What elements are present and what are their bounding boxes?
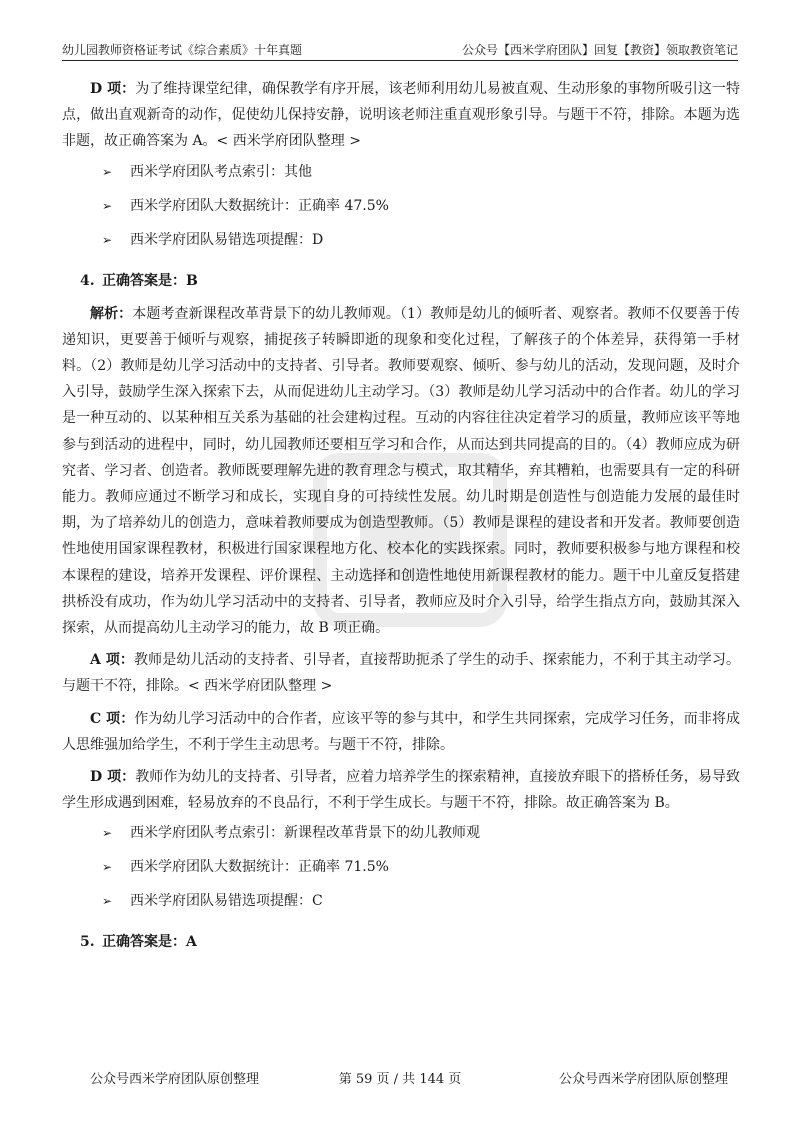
page-number: 第 59 页 / 共 144 页 <box>338 1072 462 1087</box>
option-text: 教师作为幼儿的支持者、引导者，应着力培养学生的探索精神，直接放弃眼下的搭桥任务，易导致学生形成遇到困难，轻易放弃的不良品行，不利于学生成长。与题干不符，排除。故正确答案为 B。 <box>62 769 741 812</box>
question-number: 4. <box>80 272 95 289</box>
arrow-bullet-icon: ➢ <box>102 232 113 247</box>
header-title: 幼儿园教师资格证考试《综合素质》十年真题 <box>62 43 303 57</box>
list-item-text: 西米学府团队考点索引：新课程改革背景下的幼儿教师观 <box>130 825 480 842</box>
option-text: 教师是幼儿活动的支持者、引导者，直接帮助扼杀了学生的动手、探索能力，不利于其主动学习。与题干不符，排除。< 西米学府团队整理 > <box>62 652 740 695</box>
question-5-answer <box>62 930 740 954</box>
option-text: 作为幼儿学习活动中的合作者，应该平等的参与其中，和学生共同探索，完成学习任务，而非将成人思维强加给学生，不利于学生主动思考。与题干不符，排除。 <box>62 710 740 753</box>
option-text: 为了维持课堂纪律，确保教学有序开展，该老师利用幼儿易被直观、生动形象的事物所吸引这一特点，做出直观新奇的动作，促使幼儿保持安静，说明该老师注重直观形象引导。与题干不符，排除。本题为选非题，故正确答案为 A。< 西米学府团队整理 > <box>62 81 741 150</box>
answer-label: 正确答案是：B <box>102 272 198 289</box>
header-promo: 公众号【西米学府团队】回复【教资】领取教资笔记 <box>461 43 738 57</box>
answer-label: 正确答案是：A <box>102 934 197 951</box>
list-item-text: 西米学府团队考点索引：其他 <box>130 163 312 180</box>
arrow-bullet-icon: ➢ <box>102 826 113 841</box>
option-label: A 项： <box>90 652 135 669</box>
question-4-option-a <box>62 647 740 699</box>
analysis-label: 解析： <box>90 305 133 322</box>
list-item <box>62 195 740 217</box>
list-item-text: 西米学府团队易错选项提醒：D <box>130 231 324 248</box>
question-4-option-d <box>62 764 740 816</box>
footer-right: 公众号西米学府团队原创整理 <box>558 1072 728 1087</box>
option-label: D 项： <box>90 769 136 786</box>
list-item <box>62 229 740 251</box>
list-item <box>62 161 740 183</box>
arrow-bullet-icon: ➢ <box>102 894 113 909</box>
list-item <box>62 890 740 912</box>
list-item-text: 西米学府团队大数据统计：正确率 71.5% <box>130 859 389 876</box>
list-item-text: 西米学府团队易错选项提醒：C <box>130 893 323 910</box>
arrow-bullet-icon: ➢ <box>102 164 113 179</box>
arrow-bullet-icon: ➢ <box>102 198 113 213</box>
footer-left: 公众号西米学府团队原创整理 <box>90 1072 260 1087</box>
question-number: 5. <box>80 934 95 951</box>
arrow-bullet-icon: ➢ <box>102 860 113 875</box>
question-4-option-c <box>62 706 740 758</box>
question-4-answer <box>62 269 740 293</box>
option-label: C 项： <box>90 710 135 727</box>
prev-option-d <box>62 76 740 155</box>
page-footer <box>62 1068 738 1088</box>
list-item-text: 西米学府团队大数据统计：正确率 47.5% <box>130 197 389 214</box>
question-4-analysis <box>62 301 740 642</box>
page-content <box>62 76 740 962</box>
page-header <box>62 34 738 61</box>
option-label: D 项： <box>90 81 136 97</box>
list-item <box>62 856 740 878</box>
analysis-text: 本题考查新课程改革背景下的幼儿教师观。（1）教师是幼儿的倾听者、观察者。教师不仅要善于传递知识，更要善于倾听与观察，捕捉孩子转瞬即逝的现象和变化过程，了解孩子的个体差异，获得第一手材料。（2）教师是幼儿学习活动中的支持者、引导者。教师要观察、倾听、参与幼儿的活动，发现问题，及时介入引导，鼓励学生深入探索下去，从而促进幼儿主动学习。（3）教师是幼儿学习活动中的合作者。幼儿的学习是一种互动的、以某种相互关系为基础的社会建构过程。互动的内容往往决定着学习的质量，教师应该平等地参与到活动的进程中，同时，幼儿园教师还要相互学习和合作，从而达到共同提高的目的。（4）教师应成为研究者、学习者、创造者。教师既要理解先进的教育理念与模式，取其精华，弃其糟粕，也需要具有一定的科研能力。教师应通过不断学习和成长，实现自身的可持续性发展。幼儿时期是创造性与创造能力发展的最佳时期，为了培养幼儿的创造力，意味着教师要成为创造型教师。（5）教师是课程的建设者和开发者。教师要创造性地使用国家课程教材，积极进行国家课程地方化、校本化的实践探索。同时，教师要积极参与地方课程和校本课程的建设，培养开发课程、评价课程、主动选择和创造性地使用新课程教材的能力。题干中儿童反复搭建拱桥没有成功，作为幼儿学习活动中的支持者、引导者，教师应及时介入引导，给学生指点方向，鼓励其深入探索，从而提高幼儿主动学习的能力，故 B 项正确。 <box>62 305 741 637</box>
list-item <box>62 822 740 844</box>
